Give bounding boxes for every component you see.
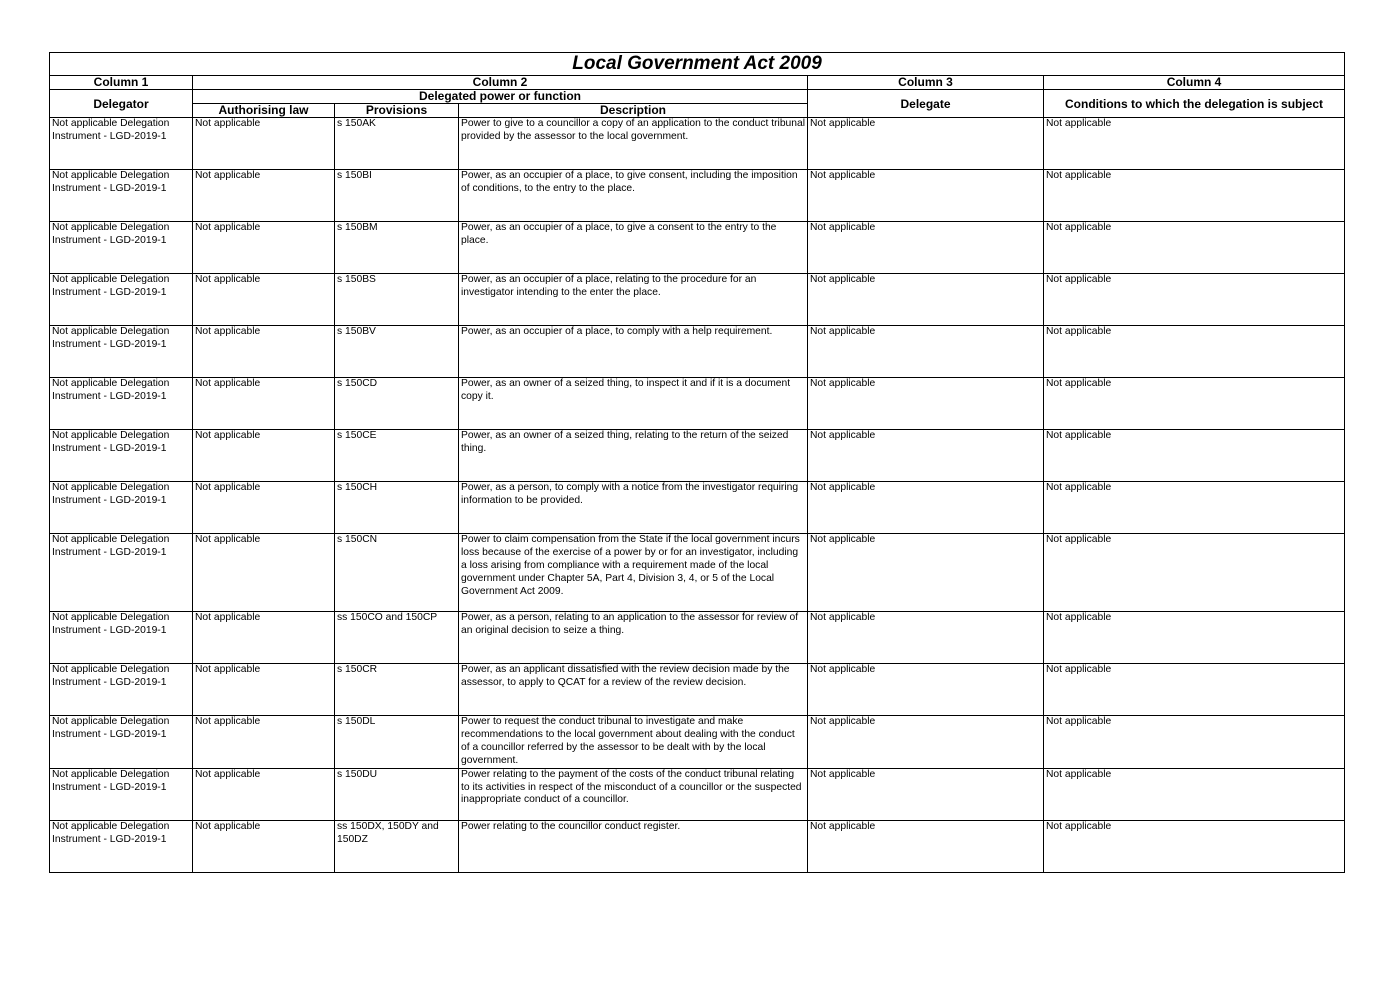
description-cell: Power, as an occupier of a place, to give a consent to the entry to the place. [459, 222, 808, 274]
description-cell: Power, as an occupier of a place, to give consent, including the imposition of conditions, to the entry to the place. [459, 170, 808, 222]
column-1-header: Column 1 [50, 76, 193, 90]
delegator-cell: Not applicable Delegation Instrument - LGD-2019-1 [50, 482, 193, 534]
table-row [50, 664, 1345, 716]
conditions-cell: Not applicable [1044, 378, 1345, 430]
table-row [50, 716, 1345, 769]
description-cell: Power relating to the councillor conduct register. [459, 820, 808, 872]
delegator-cell: Not applicable Delegation Instrument - LGD-2019-1 [50, 378, 193, 430]
table-row [50, 326, 1345, 378]
description-cell: Power, as an occupier of a place, relating to the procedure for an investigator intending to the enter the place. [459, 274, 808, 326]
document-title: Local Government Act 2009 [50, 53, 1345, 76]
conditions-cell: Not applicable [1044, 664, 1345, 716]
authorising-law-header: Authorising law [193, 104, 335, 118]
authorising-law-cell: Not applicable [193, 274, 335, 326]
delegate-cell: Not applicable [808, 612, 1044, 664]
provision-cell: s 150BI [335, 170, 459, 222]
table-row [50, 430, 1345, 482]
delegate-cell: Not applicable [808, 716, 1044, 769]
delegator-cell: Not applicable Delegation Instrument - LGD-2019-1 [50, 716, 193, 769]
provision-cell: s 150BM [335, 222, 459, 274]
authorising-law-cell: Not applicable [193, 534, 335, 612]
description-cell: Power to give to a councillor a copy of an application to the conduct tribunal provided by the assessor to the local government. [459, 118, 808, 170]
authorising-law-cell: Not applicable [193, 326, 335, 378]
authorising-law-cell: Not applicable [193, 482, 335, 534]
provision-cell: s 150BV [335, 326, 459, 378]
conditions-cell: Not applicable [1044, 482, 1345, 534]
delegate-cell: Not applicable [808, 430, 1044, 482]
delegated-power-header: Delegated power or function [193, 90, 808, 104]
delegator-header: Delegator [50, 90, 193, 118]
description-cell: Power, as an owner of a seized thing, to inspect it and if it is a document copy it. [459, 378, 808, 430]
delegator-cell: Not applicable Delegation Instrument - LGD-2019-1 [50, 820, 193, 872]
table-row [50, 612, 1345, 664]
provision-cell: s 150DL [335, 716, 459, 769]
conditions-cell: Not applicable [1044, 768, 1345, 820]
description-cell: Power to claim compensation from the State if the local government incurs loss because of the exercise of a power by or for an investigator, including a loss arising from compliance with a requirement made of the local government under Chapter 5A, Part 4, Division 3, 4, or 5 of the Local Government Act 2009. [459, 534, 808, 612]
delegator-cell: Not applicable Delegation Instrument - LGD-2019-1 [50, 170, 193, 222]
column-4-header: Column 4 [1044, 76, 1345, 90]
provision-cell: s 150BS [335, 274, 459, 326]
provision-cell: s 150DU [335, 768, 459, 820]
description-cell: Power, as an applicant dissatisfied with the review decision made by the assessor, to apply to QCAT for a review of the review decision. [459, 664, 808, 716]
description-cell: Power relating to the payment of the costs of the conduct tribunal relating to its activities in respect of the misconduct of a councillor or the suspected inappropriate conduct of a councillor. [459, 768, 808, 820]
description-cell: Power, as a person, relating to an application to the assessor for review of an original decision to seize a thing. [459, 612, 808, 664]
delegate-cell: Not applicable [808, 378, 1044, 430]
provision-cell: s 150CH [335, 482, 459, 534]
table-row [50, 768, 1345, 820]
provision-cell: s 150CE [335, 430, 459, 482]
authorising-law-cell: Not applicable [193, 170, 335, 222]
conditions-cell: Not applicable [1044, 716, 1345, 769]
authorising-law-cell: Not applicable [193, 222, 335, 274]
conditions-cell: Not applicable [1044, 274, 1345, 326]
delegator-cell: Not applicable Delegation Instrument - LGD-2019-1 [50, 768, 193, 820]
authorising-law-cell: Not applicable [193, 768, 335, 820]
conditions-cell: Not applicable [1044, 612, 1345, 664]
description-header: Description [459, 104, 808, 118]
delegator-cell: Not applicable Delegation Instrument - LGD-2019-1 [50, 664, 193, 716]
authorising-law-cell: Not applicable [193, 430, 335, 482]
conditions-cell: Not applicable [1044, 820, 1345, 872]
delegate-cell: Not applicable [808, 118, 1044, 170]
authorising-law-cell: Not applicable [193, 612, 335, 664]
description-cell: Power to request the conduct tribunal to investigate and make recommendations to the local government about dealing with the conduct of a councillor referred by the assessor to be dealt with by the local government. [459, 716, 808, 769]
delegate-cell: Not applicable [808, 482, 1044, 534]
table-row [50, 534, 1345, 612]
delegator-cell: Not applicable Delegation Instrument - LGD-2019-1 [50, 326, 193, 378]
delegate-cell: Not applicable [808, 274, 1044, 326]
provision-cell: ss 150DX, 150DY and 150DZ [335, 820, 459, 872]
delegate-header: Delegate [808, 90, 1044, 118]
table-row [50, 820, 1345, 872]
delegate-cell: Not applicable [808, 222, 1044, 274]
provision-cell: s 150CR [335, 664, 459, 716]
delegate-cell: Not applicable [808, 326, 1044, 378]
authorising-law-cell: Not applicable [193, 820, 335, 872]
description-cell: Power, as a person, to comply with a notice from the investigator requiring information to be provided. [459, 482, 808, 534]
conditions-header: Conditions to which the delegation is subject [1044, 90, 1345, 118]
conditions-cell: Not applicable [1044, 118, 1345, 170]
delegator-cell: Not applicable Delegation Instrument - LGD-2019-1 [50, 118, 193, 170]
delegate-cell: Not applicable [808, 534, 1044, 612]
conditions-cell: Not applicable [1044, 430, 1345, 482]
provision-cell: s 150AK [335, 118, 459, 170]
column-2-header: Column 2 [193, 76, 808, 90]
authorising-law-cell: Not applicable [193, 378, 335, 430]
authorising-law-cell: Not applicable [193, 716, 335, 769]
conditions-cell: Not applicable [1044, 170, 1345, 222]
provision-cell: ss 150CO and 150CP [335, 612, 459, 664]
provisions-header: Provisions [335, 104, 459, 118]
delegate-cell: Not applicable [808, 820, 1044, 872]
delegate-cell: Not applicable [808, 768, 1044, 820]
delegator-cell: Not applicable Delegation Instrument - LGD-2019-1 [50, 222, 193, 274]
table-row [50, 170, 1345, 222]
table-body [50, 118, 1345, 873]
description-cell: Power, as an occupier of a place, to comply with a help requirement. [459, 326, 808, 378]
column-3-header: Column 3 [808, 76, 1044, 90]
table-row [50, 118, 1345, 170]
delegator-cell: Not applicable Delegation Instrument - LGD-2019-1 [50, 274, 193, 326]
table-row [50, 222, 1345, 274]
description-cell: Power, as an owner of a seized thing, relating to the return of the seized thing. [459, 430, 808, 482]
authorising-law-cell: Not applicable [193, 118, 335, 170]
conditions-cell: Not applicable [1044, 222, 1345, 274]
delegate-cell: Not applicable [808, 664, 1044, 716]
table-row [50, 482, 1345, 534]
provision-cell: s 150CD [335, 378, 459, 430]
authorising-law-cell: Not applicable [193, 664, 335, 716]
delegator-cell: Not applicable Delegation Instrument - LGD-2019-1 [50, 430, 193, 482]
conditions-cell: Not applicable [1044, 534, 1345, 612]
table-row [50, 274, 1345, 326]
delegator-cell: Not applicable Delegation Instrument - LGD-2019-1 [50, 612, 193, 664]
delegator-cell: Not applicable Delegation Instrument - LGD-2019-1 [50, 534, 193, 612]
table-row [50, 378, 1345, 430]
delegate-cell: Not applicable [808, 170, 1044, 222]
delegation-table [49, 52, 1345, 873]
conditions-cell: Not applicable [1044, 326, 1345, 378]
provision-cell: s 150CN [335, 534, 459, 612]
